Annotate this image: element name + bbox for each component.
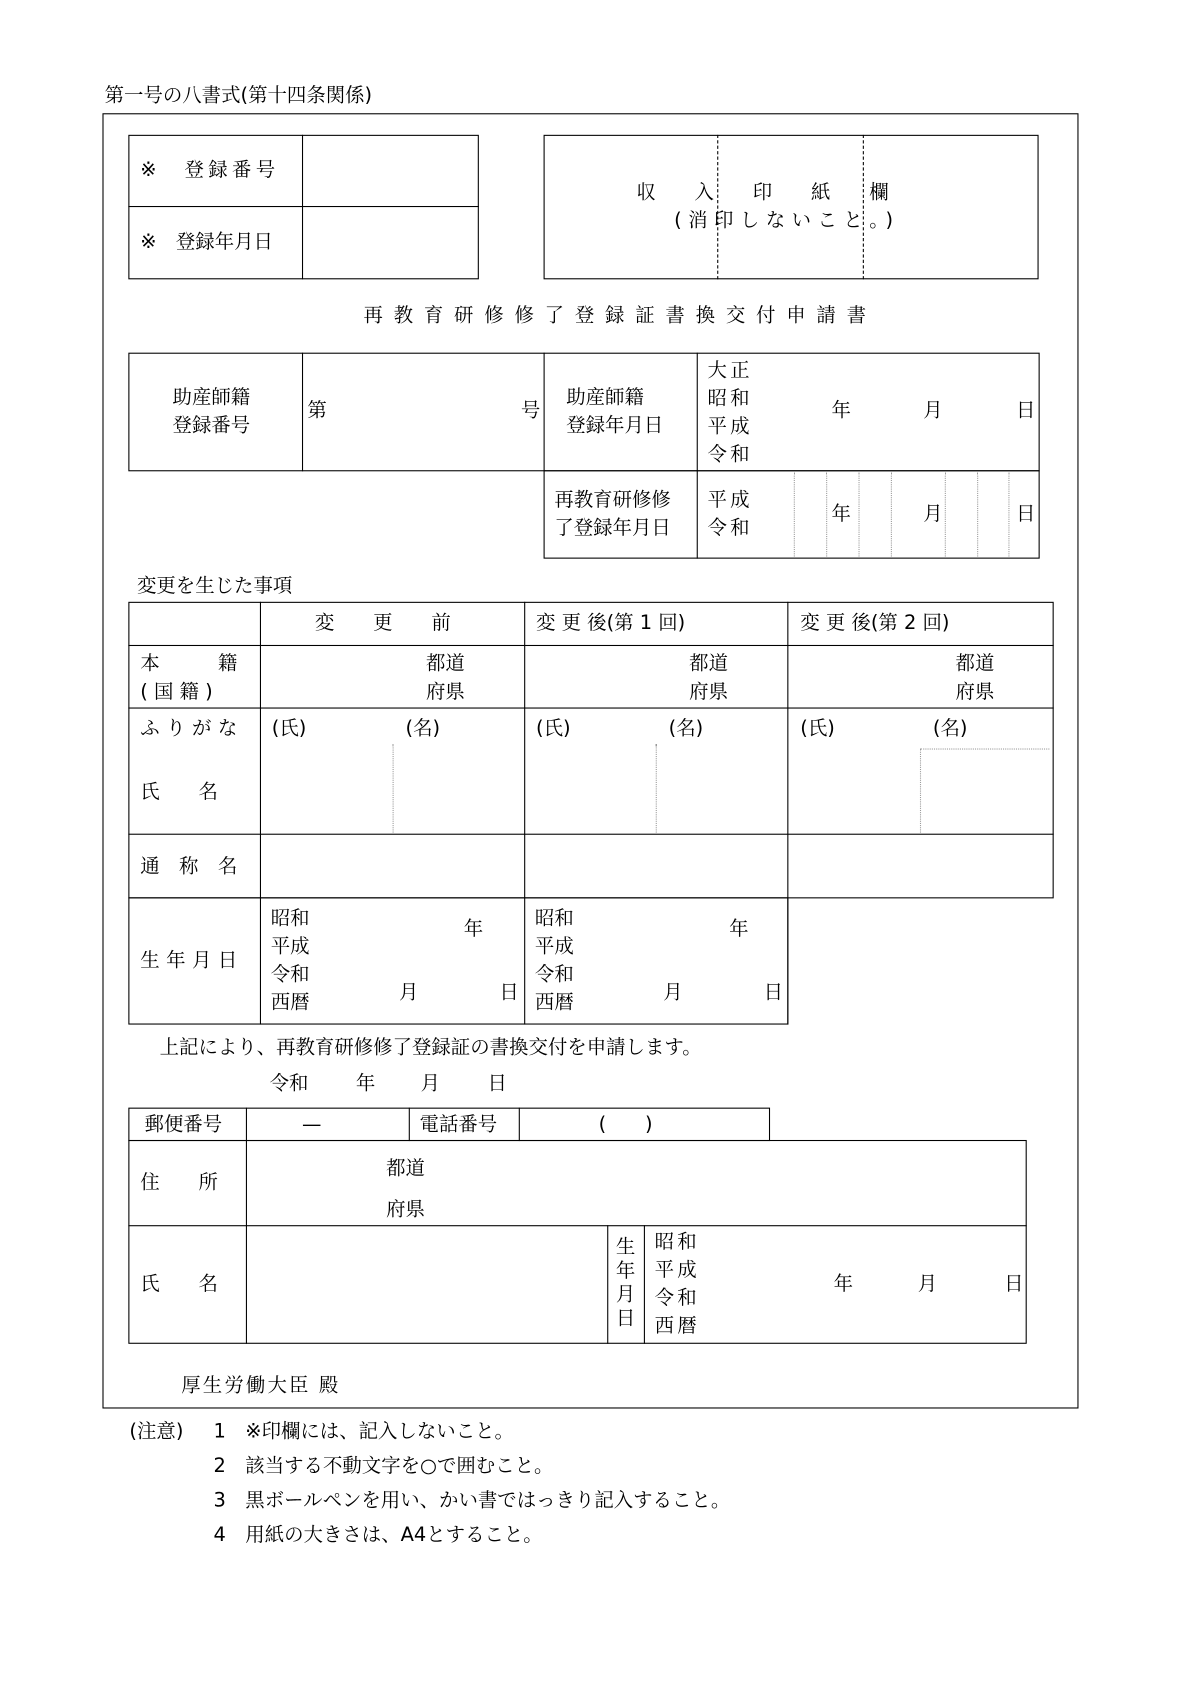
- era-western[interactable]: 西暦: [534, 991, 574, 1014]
- address-field[interactable]: [464, 1143, 1019, 1223]
- era-western[interactable]: 西暦: [654, 1314, 700, 1338]
- addressee: 厚生労働大臣 殿: [181, 1374, 341, 1397]
- surname-label: (氏): [800, 717, 835, 740]
- year-label: 年: [463, 917, 484, 941]
- license-date-label: 助産師籍: [566, 386, 644, 409]
- pref-label-2: 府県: [689, 680, 728, 704]
- era-reiwa[interactable]: 令和: [270, 963, 310, 986]
- era-heisei[interactable]: 平成: [707, 488, 753, 512]
- note-item: 4 用紙の大きさは、A4とすること。: [213, 1523, 543, 1547]
- era-heisei[interactable]: 平成: [270, 935, 310, 958]
- era-reiwa[interactable]: 令和: [707, 443, 753, 466]
- header-after-1: 変 更 後(第 1 回): [536, 611, 686, 635]
- stamp-label: 収 入 印 紙 欄: [636, 181, 889, 204]
- given-name-label: (名): [668, 717, 704, 740]
- surname-label: (氏): [536, 717, 571, 740]
- postal-label: 郵便番号: [144, 1113, 223, 1136]
- furigana-label: ふりがな: [140, 717, 244, 740]
- year-label: 年: [831, 502, 851, 526]
- revenue-stamp-area[interactable]: [544, 135, 1039, 280]
- era-heisei[interactable]: 平成: [534, 935, 574, 958]
- era-showa[interactable]: 昭和: [534, 907, 574, 930]
- dai-label: 第: [307, 399, 327, 422]
- reg-no-field[interactable]: [303, 136, 477, 205]
- month-label: 月: [923, 399, 943, 422]
- phone-field[interactable]: ( ): [598, 1113, 653, 1136]
- header-before: 変 更 前: [314, 611, 451, 635]
- reg-no-label: 助産師籍: [172, 386, 251, 409]
- era-western[interactable]: 西暦: [270, 991, 310, 1014]
- go-label: 号: [520, 399, 541, 422]
- pref-label-2: 府県: [386, 1198, 425, 1221]
- era-reiwa[interactable]: 令和: [534, 963, 574, 986]
- note-item: 1 ※印欄には、記入しないこと。: [213, 1420, 514, 1444]
- reg-date-field[interactable]: [303, 208, 477, 277]
- note-item: 3 黒ボールペンを用い、かい書ではっきり記入すること。: [213, 1489, 731, 1513]
- header-after-2: 変 更 後(第 2 回): [800, 611, 950, 635]
- postal-code-field[interactable]: —: [301, 1113, 322, 1136]
- address-label: 住 所: [140, 1171, 218, 1194]
- reg-no-label-2: 登録番号: [172, 414, 251, 437]
- changes-table: [128, 602, 1053, 899]
- pref-label: 都道: [426, 652, 465, 676]
- form-label: 第一号の八書式(第十四条関係): [104, 84, 373, 107]
- reg-no-label: ※ 登録番号: [140, 158, 280, 182]
- surname-label: (氏): [271, 717, 307, 740]
- month-label: 月: [663, 981, 683, 1005]
- year-label: 年: [833, 1272, 854, 1296]
- form-title: 再教育研修修了登録証書換交付申請書: [363, 304, 877, 327]
- era-showa[interactable]: 昭和: [270, 907, 310, 930]
- day-label: 日: [1015, 502, 1036, 526]
- month-label: 月: [923, 502, 943, 526]
- birth-label: 生年月日: [140, 949, 244, 972]
- completion-label: 再教育研修修: [554, 488, 671, 512]
- day-label: 日: [1015, 399, 1036, 422]
- license-date-label-2: 登録年月日: [566, 414, 664, 437]
- day-label: 日: [499, 981, 519, 1005]
- given-name-label: (名): [932, 717, 968, 740]
- date-day: 日: [487, 1072, 507, 1095]
- license-number-field[interactable]: [329, 356, 518, 468]
- year-label: 年: [729, 917, 749, 941]
- reg-date-label: ※ 登録年月日: [140, 230, 273, 254]
- pref-label: 都道: [955, 652, 995, 676]
- era-heisei[interactable]: 平成: [707, 415, 753, 438]
- era-reiwa[interactable]: 令和: [654, 1286, 700, 1310]
- stamp-note: (消印しないこと。): [674, 209, 900, 232]
- honseki-label: 本 籍: [140, 652, 238, 676]
- alias-label: 通 称 名: [140, 855, 238, 878]
- given-name-label: (名): [405, 717, 441, 740]
- notes-label: (注意): [129, 1420, 184, 1444]
- completion-label-2: 了登録年月日: [554, 516, 671, 540]
- pref-label: 都道: [689, 652, 728, 676]
- pref-label: 都道: [386, 1157, 425, 1180]
- era-showa[interactable]: 昭和: [707, 387, 753, 410]
- statement: 上記により、再教育研修修了登録証の書換交付を申請します。: [159, 1036, 702, 1060]
- era-taisho[interactable]: 大正: [707, 359, 753, 382]
- pref-label-2: 府県: [955, 680, 995, 704]
- pref-label-2: 府県: [426, 680, 465, 704]
- era-reiwa[interactable]: 令和: [707, 516, 753, 540]
- name-label: 氏 名: [140, 780, 218, 804]
- nationality-label: ( 国 籍 ): [140, 680, 213, 704]
- day-label: 日: [763, 981, 783, 1005]
- applicant-name-field[interactable]: [248, 1228, 604, 1340]
- applicant-birth-label: 生年月日: [615, 1235, 636, 1330]
- month-label: 月: [917, 1272, 938, 1296]
- note-item: 2 該当する不動文字を○で囲むこと。: [213, 1454, 554, 1478]
- phone-label: 電話番号: [419, 1113, 498, 1136]
- day-label: 日: [1004, 1272, 1024, 1296]
- era-heisei[interactable]: 平成: [654, 1258, 700, 1282]
- applicant-name-label: 氏 名: [140, 1272, 218, 1296]
- changes-label: 変更を生じた事項: [136, 574, 293, 598]
- date-year: 年: [355, 1072, 376, 1095]
- date-era: 令和: [269, 1072, 309, 1095]
- year-label: 年: [831, 399, 851, 422]
- era-options: [707, 357, 752, 469]
- era-showa[interactable]: 昭和: [654, 1230, 700, 1254]
- month-label: 月: [399, 981, 419, 1005]
- date-month: 月: [420, 1072, 441, 1095]
